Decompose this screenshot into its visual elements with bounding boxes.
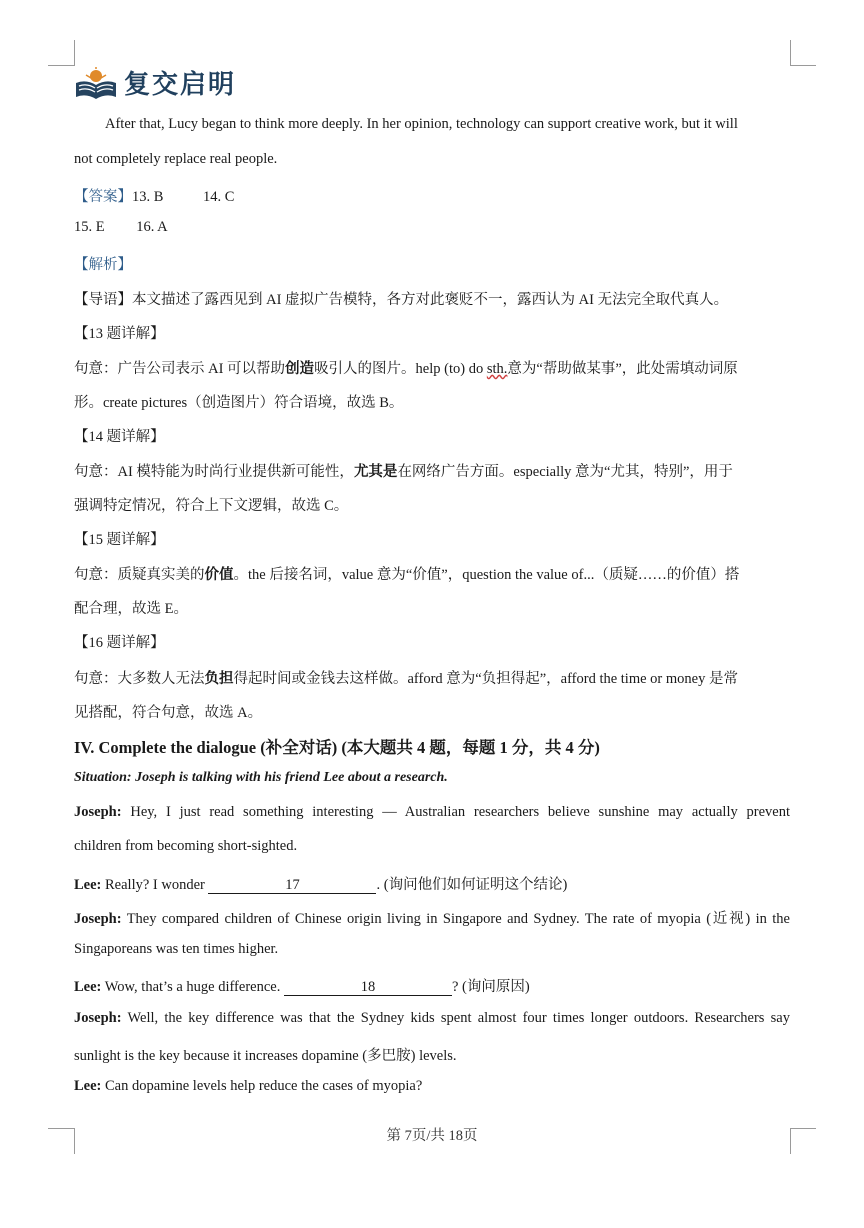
q16-text: 句意：大多数人无法 [74, 671, 205, 687]
q13-line [74, 357, 790, 378]
guide-label: 【导语】 [74, 292, 132, 308]
dialogue-text: ? (询问原因) [451, 979, 530, 995]
q14-text: 在网络广告方面。especially 意为“尤其，特别”，用于 [397, 464, 733, 480]
dialogue-text: . (询问他们如何证明这个结论) [376, 877, 568, 893]
speaker: Joseph: [74, 804, 122, 820]
speaker: Joseph: [74, 911, 122, 927]
answer-row [74, 185, 790, 206]
q13-line: 形。create pictures（创造图片）符合语境，故选 B。 [74, 395, 404, 411]
answer-row [74, 219, 790, 236]
dialogue-text: Hey, I just read something interesting — Australian researchers believe sunshine may actually prevent [130, 804, 791, 820]
page-footer: 第 7页/共 18页 [386, 1128, 478, 1144]
answer-label: 【答案】 [74, 189, 132, 205]
paragraph-text: not completely replace real people. [74, 151, 278, 167]
dialogue-text: Well, the key difference was that the Sydney kids spent almost four times longer outdoors. Researchers say [127, 1010, 790, 1026]
speaker: Lee: [74, 979, 102, 995]
answer-item: 13. B [132, 189, 164, 205]
logo [74, 64, 236, 101]
speaker: Joseph: [74, 1010, 122, 1026]
q13-label: 【13 题详解】 [74, 326, 165, 342]
q13-text: 吸引人的图片。help (to) do [314, 361, 487, 377]
dialogue-line [74, 873, 790, 894]
paragraph-text: After that, Lucy began to think more deeply. In her opinion, technology can support creative work, but it will [105, 116, 738, 132]
situation-line: Situation: Joseph is talking with his friend Lee about a research. [74, 770, 448, 785]
logo-text: 复交启明 [124, 70, 237, 100]
q15-text: 。the 后接名词，value 意为“价值”，question the value of...（质疑……的价值）搭 [233, 567, 740, 583]
q14-line: 强调特定情况，符合上下文逻辑，故选 C。 [74, 498, 349, 514]
q15-text: 句意：质疑真实美的 [74, 567, 205, 583]
blank-18[interactable]: 18 [284, 980, 452, 996]
speaker: Lee: [74, 877, 102, 893]
q16-line [74, 667, 790, 688]
section-heading: IV. Complete the dialogue (补全对话) (本大题共 4 题，每题 1 分，共 4 分) [74, 738, 600, 757]
dialogue-text: Can dopamine levels help reduce the cases of myopia? [105, 1078, 423, 1094]
crop-mark-top-right-v [790, 40, 791, 66]
q15-line [74, 563, 790, 584]
q15-keyword: 价值 [204, 567, 234, 583]
speaker: Lee: [74, 1078, 102, 1094]
q13-sth: sth. [486, 361, 508, 377]
dialogue-line: Singaporeans was ten times higher. [74, 941, 279, 957]
crop-mark-top-left-h [48, 65, 74, 66]
dialogue-line [74, 804, 790, 821]
open-book-sun-icon [74, 65, 118, 101]
answer-item: 14. C [203, 189, 235, 205]
q16-label: 【16 题详解】 [74, 635, 165, 651]
paragraph-line [74, 116, 790, 133]
guide-text: 本文描述了露西见到 AI 虚拟广告模特，各方对此褒贬不一，露西认为 AI 无法完全取代真人。 [132, 292, 729, 308]
q14-text: 句意：AI 模特能为时尚行业提供新可能性， [74, 464, 354, 480]
dialogue-text: Wow, that’s a huge difference. [104, 979, 284, 995]
dialogue-text: Really? I wonder [105, 877, 209, 893]
dialogue-line: children from becoming short-sighted. [74, 838, 298, 854]
q13-text: 意为“帮助做某事”，此处需填动词原 [507, 361, 738, 377]
q13-text: 句意：广告公司表示 AI 可以帮助 [74, 361, 286, 377]
q15-label: 【15 题详解】 [74, 532, 165, 548]
dialogue-line [74, 907, 790, 928]
answer-item: 16. A [136, 219, 168, 235]
answer-item: 15. E [74, 219, 105, 235]
q16-line: 见搭配，符合句意，故选 A。 [74, 705, 263, 721]
q14-label: 【14 题详解】 [74, 429, 165, 445]
q16-text: 得起时间或金钱去这样做。afford 意为“负担得起”，afford the time or money 是常 [233, 671, 738, 687]
q14-keyword: 尤其是 [353, 464, 398, 480]
q14-line [74, 460, 790, 481]
crop-mark-top-right-h [790, 65, 816, 66]
dialogue-line [74, 975, 790, 996]
blank-17[interactable]: 17 [208, 878, 376, 894]
dialogue-line [74, 1078, 790, 1095]
paragraph-line [74, 151, 790, 168]
q15-line: 配合理，故选 E。 [74, 601, 188, 617]
q16-keyword: 负担 [204, 671, 234, 687]
q13-keyword: 创造 [285, 361, 315, 377]
analysis-label: 【解析】 [74, 257, 132, 273]
crop-mark-top-left-v [74, 40, 75, 66]
dialogue-line [74, 1010, 790, 1027]
guide-line [74, 288, 790, 309]
dialogue-line: sunlight is the key because it increases dopamine (多巴胺) levels. [74, 1048, 457, 1064]
dialogue-text: They compared children of Chinese origin living in Singapore and Sydney. The rate of myopia (近视) in the [126, 911, 790, 927]
